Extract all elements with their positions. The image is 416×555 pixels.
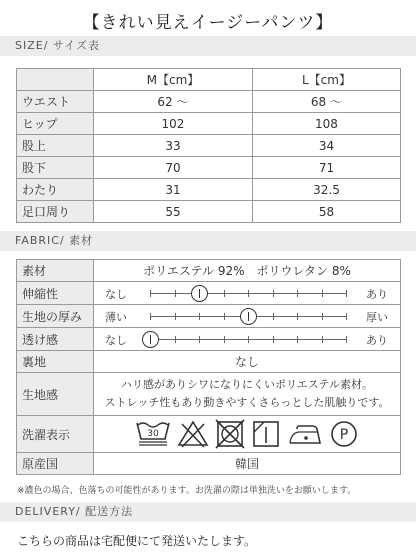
scale-tick <box>322 313 323 320</box>
feel-label: 生地感 <box>17 373 94 416</box>
scale-tick <box>224 290 225 297</box>
size-section-header: SIZE/ サイズ表 <box>0 36 416 56</box>
size-value-l: 58 <box>252 201 400 223</box>
thickness-label: 生地の厚み <box>17 305 94 328</box>
size-value-l: 32.5 <box>252 179 400 201</box>
fabric-row-feel <box>17 373 401 416</box>
material-label: 素材 <box>17 260 94 282</box>
scale-tick <box>175 290 176 297</box>
sheer-right-label: あり <box>366 334 388 347</box>
stretch-scale <box>94 282 400 304</box>
table-row <box>17 179 401 201</box>
feel-description <box>94 373 400 415</box>
fabric-row-care <box>17 416 401 453</box>
scale-tick <box>199 313 200 320</box>
sheer-level-marker <box>142 331 159 348</box>
low-iron-icon <box>287 419 323 449</box>
scale-tick <box>273 313 274 320</box>
thickness-right-label: 厚い <box>366 311 388 324</box>
size-row-label: 股下 <box>17 157 94 179</box>
stretch-label: 伸縮性 <box>17 282 94 305</box>
scale-tick <box>175 313 176 320</box>
table-row <box>17 113 401 135</box>
origin-label: 原産国 <box>17 453 94 475</box>
fabric-row-lining <box>17 351 401 373</box>
fabric-section-header: FABRIC/ 素材 <box>0 231 416 251</box>
table-row <box>17 91 401 113</box>
size-value-m: 55 <box>94 201 253 223</box>
size-row-label: 股上 <box>17 135 94 157</box>
delivery-section-header: DELIVERY/ 配送方法 <box>0 502 416 522</box>
scale-tick <box>273 336 274 343</box>
scale-tick <box>297 313 298 320</box>
size-value-l: 68 〜 <box>252 91 400 113</box>
origin-value: 韓国 <box>94 453 401 475</box>
no-bleach-icon <box>177 419 209 449</box>
table-row <box>17 201 401 223</box>
fabric-table <box>16 259 401 475</box>
size-table <box>16 68 401 223</box>
line-dry-shade-icon <box>251 419 281 449</box>
thickness-level-marker <box>240 308 257 325</box>
scale-tick <box>248 336 249 343</box>
size-value-m: 33 <box>94 135 253 157</box>
size-value-l: 71 <box>252 157 400 179</box>
lining-label: 裏地 <box>17 351 94 373</box>
fabric-row-sheer <box>17 328 401 351</box>
stretch-right-label: あり <box>366 288 388 301</box>
scale-tick <box>248 290 249 297</box>
scale-tick <box>224 336 225 343</box>
size-value-l: 108 <box>252 113 400 135</box>
stretch-left-label: なし <box>105 288 127 301</box>
wash-30-gentle-icon <box>135 419 171 449</box>
wash-temp-text: 30 <box>147 429 159 439</box>
fabric-row-origin <box>17 453 401 475</box>
thickness-scale-line <box>150 316 346 317</box>
scale-tick <box>322 336 323 343</box>
table-row <box>17 157 401 179</box>
size-row-label: ヒップ <box>17 113 94 135</box>
fabric-row-thickness <box>17 305 401 328</box>
size-corner-cell <box>17 69 94 91</box>
scale-tick <box>346 313 347 320</box>
thickness-left-label: 薄い <box>105 311 127 324</box>
fabric-row-stretch <box>17 282 401 305</box>
sheer-scale <box>94 328 400 350</box>
dry-clean-p-icon <box>329 419 359 449</box>
stretch-scale-line <box>150 293 346 294</box>
size-value-m: 70 <box>94 157 253 179</box>
table-row <box>17 135 401 157</box>
scale-tick <box>297 336 298 343</box>
size-row-label: ウエスト <box>17 91 94 113</box>
scale-tick <box>150 290 151 297</box>
sheer-label: 透け感 <box>17 328 94 351</box>
scale-tick <box>199 336 200 343</box>
size-header-l: L【cm】 <box>252 69 400 91</box>
care-label: 洗濯表示 <box>17 416 94 453</box>
scale-tick <box>297 290 298 297</box>
scale-tick <box>224 313 225 320</box>
sheer-left-label: なし <box>105 334 127 347</box>
scale-tick <box>273 290 274 297</box>
size-row-label: わたり <box>17 179 94 201</box>
size-header-row <box>17 69 401 91</box>
feel-line: ハリ感がありシワになりにくいポリエステル素材。 <box>120 378 373 391</box>
stretch-level-marker <box>191 285 208 302</box>
size-value-m: 102 <box>94 113 253 135</box>
scale-tick <box>175 336 176 343</box>
care-icons <box>94 416 400 452</box>
size-header-m: M【cm】 <box>94 69 253 91</box>
size-value-l: 34 <box>252 135 400 157</box>
material-value: ポリエステル 92% ポリウレタン 8% <box>94 260 401 282</box>
scale-tick <box>346 336 347 343</box>
lining-value: なし <box>94 351 401 373</box>
feel-line: ストレッチ性もあり動きやすくさらっとした肌触りです。 <box>104 396 390 409</box>
fabric-row-material <box>17 260 401 282</box>
size-row-label: 足口周り <box>17 201 94 223</box>
size-value-m: 31 <box>94 179 253 201</box>
care-note: ※濃色の場合、色落ちの可能性があります。お洗濯の際は単独洗いをお願いします。 <box>17 486 357 496</box>
thickness-scale <box>94 305 400 327</box>
scale-tick <box>346 290 347 297</box>
page-title: 【きれい見えイージーパンツ】 <box>82 13 334 33</box>
scale-tick <box>150 313 151 320</box>
scale-tick <box>322 290 323 297</box>
size-value-m: 62 〜 <box>94 91 253 113</box>
delivery-text: こちらの商品は宅配便にて発送いたします。 <box>17 534 257 548</box>
dry-clean-letter: P <box>339 427 349 443</box>
sheer-scale-line <box>150 339 346 340</box>
no-tumble-dry-icon <box>215 419 245 449</box>
